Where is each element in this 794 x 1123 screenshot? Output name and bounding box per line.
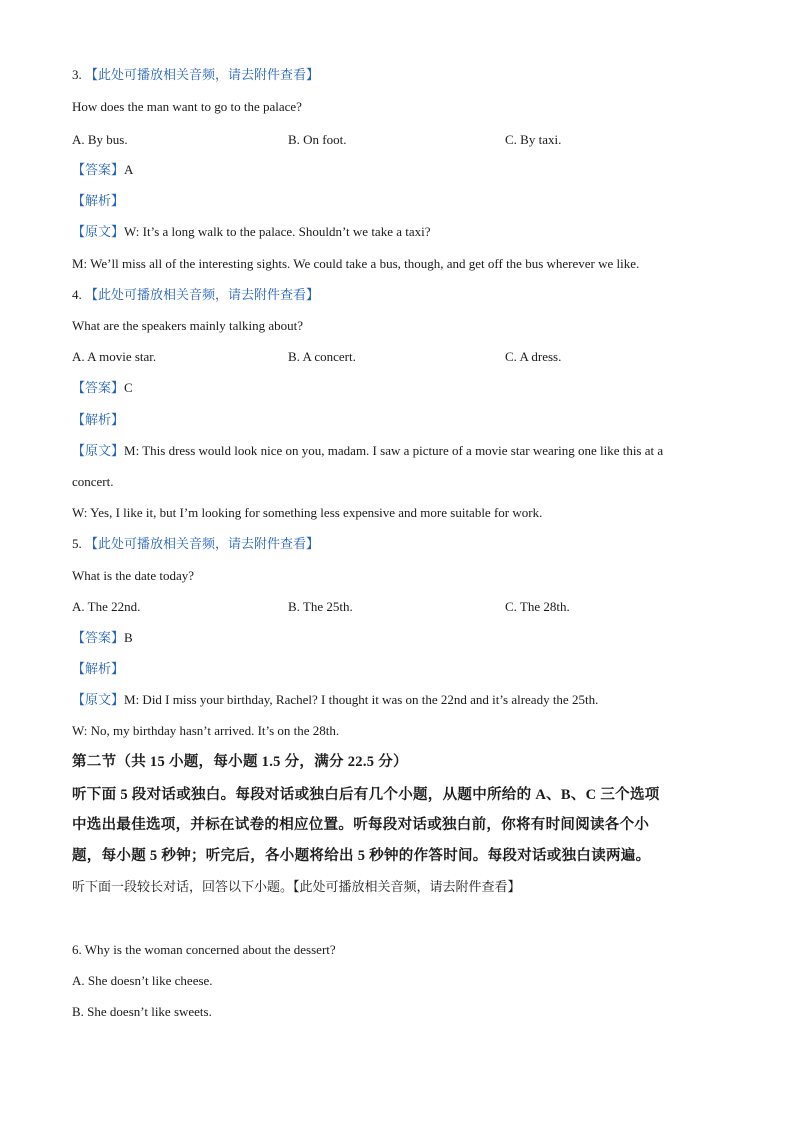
- answer-tag: 【答案】: [72, 162, 125, 177]
- transcript-text: W: It’s a long walk to the palace. Shouldn’t we take a taxi?: [124, 224, 431, 239]
- answer-value: A: [124, 162, 134, 177]
- q5-option-a: A. The 22nd.: [72, 599, 141, 614]
- q3-question: How does the man want to go to the palace?: [72, 99, 302, 114]
- audio-link[interactable]: 【此处可播放相关音频，请去附件查看】: [85, 67, 320, 82]
- section2-instructions-1: 听下面 5 段对话或独白。每段对话或独白后有几个小题，从题中所给的 A、B、C 三个选项: [72, 787, 660, 803]
- q4-header: [72, 286, 319, 304]
- original-tag: 【原文】: [72, 443, 125, 458]
- section2-heading: 第二节（共 15 小题，每小题 1.5 分，满分 22.5 分）: [72, 754, 408, 770]
- original-tag: 【原文】: [72, 692, 125, 707]
- q3-option-a: A. By bus.: [72, 132, 128, 147]
- q5-original-w: W: No, my birthday hasn’t arrived. It’s on the 28th.: [72, 723, 340, 738]
- q4-question: What are the speakers mainly talking about?: [72, 318, 304, 333]
- q4-answer: [72, 379, 133, 397]
- q4-original-w: W: Yes, I like it, but I’m looking for something less expensive and more suitable for work.: [72, 505, 543, 520]
- q3-original-w: [72, 223, 431, 241]
- transcript-text: M: This dress would look nice on you, madam. I saw a picture of a movie star wearing one like this at a: [124, 443, 664, 458]
- audio-link[interactable]: 【此处可播放相关音频，请去附件查看】: [85, 536, 320, 551]
- q5-option-b: B. The 25th.: [288, 599, 353, 614]
- q5-option-c: C. The 28th.: [505, 599, 570, 614]
- long-dialog-intro: [72, 878, 521, 896]
- answer-value: C: [124, 380, 133, 395]
- section2-instructions-3: 题，每小题 5 秒钟；听完后，各小题将给出 5 秒钟的作答时间。每段对话或独白读两遍。: [72, 848, 651, 864]
- q5-answer: [72, 629, 133, 647]
- q3-header: [72, 66, 319, 84]
- transcript-text: M: Did I miss your birthday, Rachel? I thought it was on the 22nd and it’s already the 25th.: [124, 692, 599, 707]
- audio-link[interactable]: 【此处可播放相关音频，请去附件查看】: [293, 879, 521, 894]
- q4-option-b: B. A concert.: [288, 349, 356, 364]
- q4-analysis-tag: 【解析】: [72, 412, 125, 427]
- answer-value: B: [124, 630, 133, 645]
- section2-instructions-2: 中选出最佳选项，并标在试卷的相应位置。听每段对话或独白前，你将有时间阅读各个小: [72, 817, 650, 833]
- answer-tag: 【答案】: [72, 630, 125, 645]
- question-number: 5.: [72, 536, 82, 551]
- q4-option-c: C. A dress.: [505, 349, 562, 364]
- q6-option-a: A. She doesn’t like cheese.: [72, 973, 213, 988]
- question-number: 4.: [72, 287, 82, 302]
- question-number: 3.: [72, 67, 82, 82]
- q5-header: [72, 535, 319, 553]
- q6-option-b: B. She doesn’t like sweets.: [72, 1004, 212, 1019]
- q3-option-c: C. By taxi.: [505, 132, 562, 147]
- answer-tag: 【答案】: [72, 380, 125, 395]
- q5-analysis-tag: 【解析】: [72, 661, 125, 676]
- q5-question: What is the date today?: [72, 568, 195, 583]
- q3-original-m: M: We’ll miss all of the interesting sights. We could take a bus, though, and get off the bus wherever we like.: [72, 256, 640, 271]
- q4-original-m: [72, 442, 663, 460]
- q3-answer: [72, 161, 133, 179]
- audio-link[interactable]: 【此处可播放相关音频，请去附件查看】: [85, 287, 320, 302]
- q3-analysis-tag: 【解析】: [72, 193, 125, 208]
- q4-option-a: A. A movie star.: [72, 349, 157, 364]
- q3-option-b: B. On foot.: [288, 132, 347, 147]
- original-tag: 【原文】: [72, 224, 125, 239]
- q6-question: 6. Why is the woman concerned about the dessert?: [72, 942, 336, 957]
- q5-original-m: [72, 691, 598, 709]
- intro-text: 听下面一段较长对话，回答以下小题。: [72, 879, 294, 894]
- q4-original-m-cont: concert.: [72, 474, 114, 489]
